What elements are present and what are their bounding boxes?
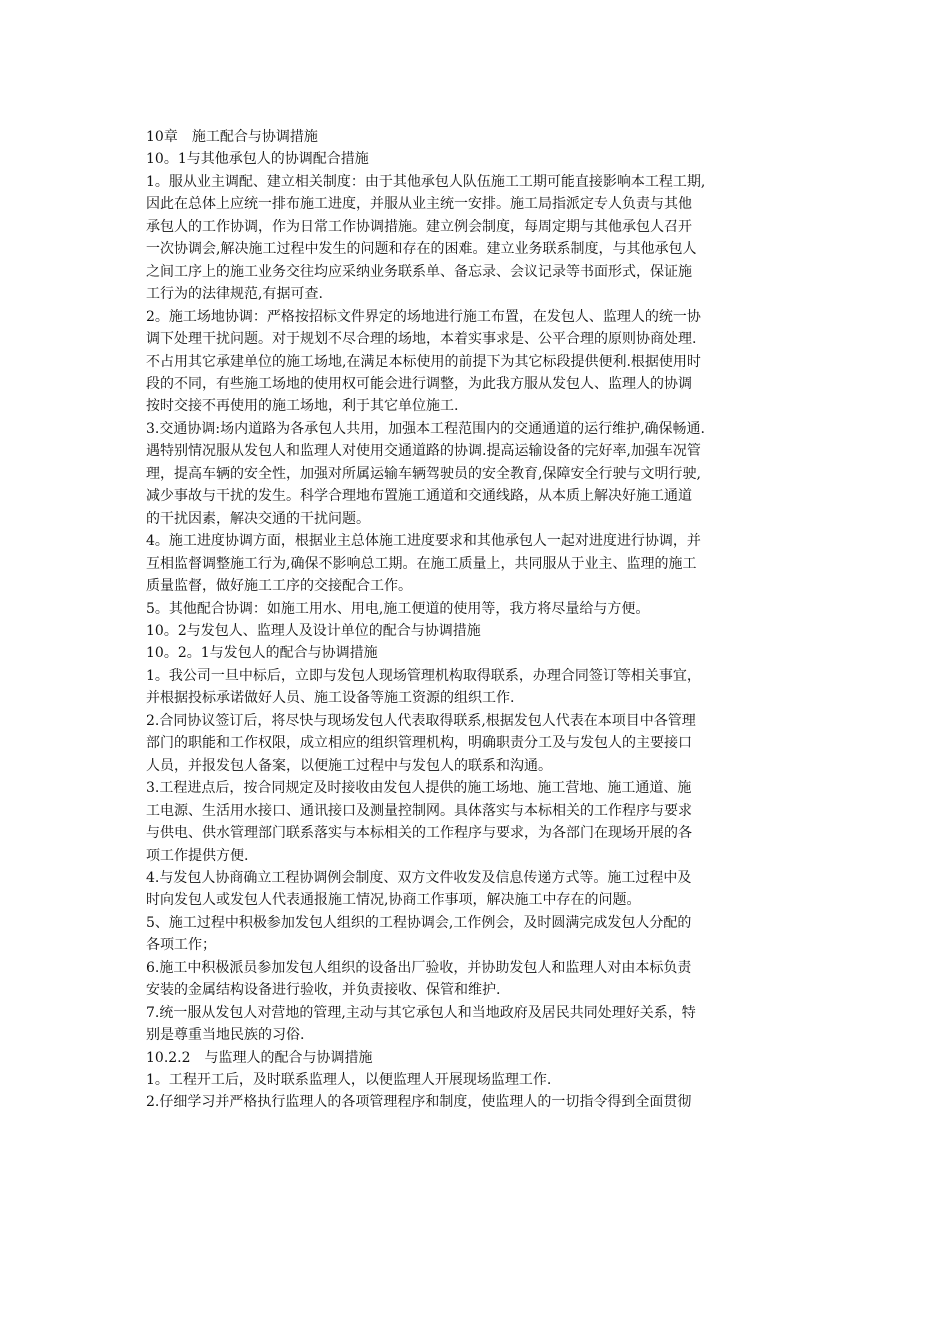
text-line: 3.工程进点后，按合同规定及时接收由发包人提供的施工场地、施工营地、施工通道、施 — [146, 780, 692, 797]
text-line: 减少事故与干扰的发生。科学合理地布置施工通道和交通线路，从本质上解决好施工通道 — [146, 488, 692, 505]
text-line: 1。工程开工后，及时联系监理人，以便监理人开展现场监理工作. — [146, 1072, 552, 1089]
section-heading-10-2: 10。2与发包人、监理人及设计单位的配合与协调措施 — [146, 622, 481, 639]
text-line: 不占用其它承建单位的施工场地,在满足本标使用的前提下为其它标段提供便利.根据使用时 — [146, 353, 701, 370]
text-line: 按时交接不再使用的施工场地，利于其它单位施工. — [146, 398, 459, 415]
text-line: 时向发包人或发包人代表通报施工情况,协商工作事项，解决施工中存在的问题。 — [146, 892, 641, 909]
document-body — [146, 126, 814, 1114]
text-line: 6.施工中积极派员参加发包人组织的设备出厂验收，并协助发包人和监理人对由本标负责 — [146, 959, 692, 976]
text-line: 的干扰因素，解决交通的干扰问题。 — [146, 510, 370, 527]
text-line: 4。施工进度协调方面，根据业主总体施工进度要求和其他承包人一起对进度进行协调，并 — [146, 533, 701, 550]
text-line: 工行为的法律规范,有据可查. — [146, 286, 323, 303]
text-line: 与供电、供水管理部门联系落实与本标相关的工作程序与要求，为各部门在现场开展的各 — [146, 825, 692, 842]
text-line: 调下处理干扰问题。对于规划不尽合理的场地，本着实事求是、公平合理的原则协商处理. — [146, 331, 697, 348]
text-line: 承包人的工作协调，作为日常工作协调措施。建立例会制度，每周定期与其他承包人召开 — [146, 218, 692, 235]
text-line: 人员，并报发包人备案，以便施工过程中与发包人的联系和沟通。 — [146, 757, 552, 774]
text-line: 互相监督调整施工行为,确保不影响总工期。在施工质量上，共同服从于业主、监理的施工 — [146, 555, 697, 572]
text-line: 5、施工过程中积极参加发包人组织的工程协调会,工作例会，及时圆满完成发包人分配的 — [146, 914, 692, 931]
subsection-heading-10-2-2: 10.2.2 与监理人的配合与协调措施 — [146, 1049, 373, 1066]
text-line: 并根据投标承诺做好人员、施工设备等施工资源的组织工作. — [146, 690, 515, 707]
text-line: 2。施工场地协调：严格按招标文件界定的场地进行施工布置，在发包人、监理人的统一协 — [146, 308, 701, 325]
text-line: 部门的职能和工作权限，成立相应的组织管理机构，明确职责分工及与发包人的主要接口 — [146, 735, 692, 752]
text-line: 3.交通协调:场内道路为各承包人共用，加强本工程范围内的交通通道的运行维护,确保畅通. — [146, 420, 705, 437]
text-line: 4.与发包人协商确立工程协调例会制度、双方文件收发及信息传递方式等。施工过程中及 — [146, 869, 692, 886]
text-line: 2.仔细学习并严格执行监理人的各项管理程序和制度，使监理人的一切指令得到全面贯彻 — [146, 1094, 692, 1111]
text-line: 段的不同，有些施工场地的使用权可能会进行调整，为此我方服从发包人、监理人的协调 — [146, 375, 692, 392]
text-line: 7.统一服从发包人对营地的管理,主动与其它承包人和当地政府及居民共同处理好关系，特 — [146, 1004, 696, 1021]
text-line: 理，提高车辆的安全性，加强对所属运输车辆驾驶员的安全教育,保障安全行驶与文明行驶, — [146, 465, 701, 482]
text-line: 1。服从业主调配、建立相关制度：由于其他承包人队伍施工工期可能直接影响本工程工期, — [146, 173, 706, 190]
text-line: 遇特别情况服从发包人和监理人对使用交通道路的协调.提高运输设备的完好率,加强车况管 — [146, 443, 701, 460]
text-line: 1。我公司一旦中标后，立即与发包人现场管理机构取得联系，办理合同签订等相关事宜， — [146, 667, 701, 684]
text-line: 2.合同协议签订后，将尽快与现场发包人代表取得联系,根据发包人代表在本项目中各管理 — [146, 712, 696, 729]
text-line: 之间工序上的施工业务交往均应采纳业务联系单、备忘录、会议记录等书面形式，保证施 — [146, 263, 692, 280]
text-line: 项工作提供方便. — [146, 847, 249, 864]
text-line: 别是尊重当地民族的习俗. — [146, 1027, 305, 1044]
subsection-heading-10-2-1: 10。2。1与发包人的配合与协调措施 — [146, 645, 378, 662]
text-line: 5。其他配合协调：如施工用水、用电,施工便道的使用等，我方将尽量给与方便。 — [146, 600, 650, 617]
text-line: 安装的金属结构设备进行验收，并负责接收、保管和维护. — [146, 982, 501, 999]
section-heading-10-1: 10。1与其他承包人的协调配合措施 — [146, 151, 369, 168]
text-line: 因此在总体上应统一排布施工进度，并服从业主统一安排。施工局指派定专人负责与其他 — [146, 196, 692, 213]
chapter-title: 10章 施工配合与协调措施 — [146, 129, 318, 145]
text-line: 一次协调会,解决施工过程中发生的问题和存在的困难。建立业务联系制度，与其他承包人 — [146, 241, 697, 258]
text-line: 各项工作； — [146, 937, 216, 954]
text-line: 质量监督，做好施工工序的交接配合工作。 — [146, 578, 412, 595]
text-line: 工电源、生活用水接口、通讯接口及测量控制网。具体落实与本标相关的工作程序与要求 — [146, 802, 692, 819]
